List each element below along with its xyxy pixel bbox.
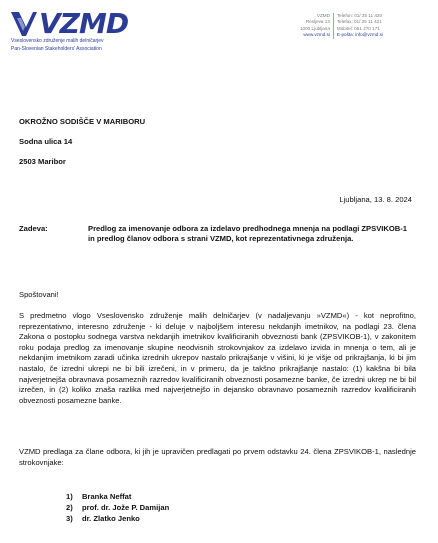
contact-org: VZMD <box>316 13 330 18</box>
recipient-name: OKROŽNO SODIŠČE V MARIBORU <box>19 117 146 126</box>
contact-phone: Telefon: 01/ 25 11 420 <box>336 13 383 18</box>
subject-text: Predlog za imenovanje odbora za izdelavo predhodnega mnenja na podlagi ZPSVIKOB-1 in predlog članov odbora s strani VZMD, kot reprezentativnega združenja. <box>88 224 407 244</box>
experts-list <box>66 492 169 524</box>
list-item-name: prof. dr. Jože P. Damijan <box>82 502 170 512</box>
list-item-name: dr. Zlatko Jenko <box>82 513 140 523</box>
contact-website-link[interactable]: www.vzmd.si <box>303 32 330 38</box>
list-item-number: 1) <box>66 492 73 501</box>
body-paragraph-2: VZMD predlaga za člane odbora, ki jih je upravičen predlagati po prvem odstavku 24. člena ZPSVIKOB-1, naslednje strokovnjake: <box>19 447 416 467</box>
contact-mobile: Mobitel: 051 270 171 <box>336 25 380 31</box>
logo-subtitle-en: Pan-Slovenian Stakeholders' Association <box>11 46 102 52</box>
recipient-street: Sodna ulica 14 <box>19 137 73 146</box>
header-contact <box>300 13 383 39</box>
list-item-number: 3) <box>66 513 73 523</box>
vzmd-logo <box>11 7 166 52</box>
subject-label: Zadeva: <box>19 224 48 233</box>
logo-chevron-icon <box>11 12 37 36</box>
contact-fax: Telefax: 01/ 25 11 421 <box>336 19 382 25</box>
list-item-name: Branka Neffat <box>82 492 132 501</box>
greeting: Spoštovani! <box>19 290 59 299</box>
list-item <box>66 503 169 514</box>
body-paragraph-1: S predmetno vlogo Vseslovensko združenje malih delničarjev (v nadaljevanju »VZMD«) - kot neprofitno, reprezentativno, interesno združenje - ki deluje v najboljšem interesu nekdanjih imetnikov, na podlagi 23. člena Zakona o postopku sodnega varstva nekdanjih imetnikov kvalificiranih obveznosti bank (ZPSVIKOB-1), v zakonitem roku podaja predlog za imenovanje skupine neodvisnih strokovnjakov za izdelavo izvida in mnenja o tem, ali je nekdanjim imetnikom zaradi učinka izrednih ukrepov nastalo prikrajšanje v višini, ki je višje od prikrajšanja, ki bi jim nastalo, če izredni ukrepi ne bi bili izrečeni, in v primeru, da je takšno prikrajšanje nastalo: (1) kakšna bi bila najverjetnejša obravnava posameznih razredov kvalificiranih obveznosti posamezne banke, če izredni ukrep ne bi bil izrečen, in (2) koliko znaša razlika med najverjetnejšo in dejansko obravnavo posameznih razredov kvalificiranih obveznosti posamezne banke. <box>19 311 416 405</box>
contact-city: 1000 Ljubljana <box>300 25 330 31</box>
list-item-number: 2) <box>66 502 73 512</box>
list-item <box>66 514 169 525</box>
contact-email-link[interactable]: E-pošta: info@vzmd.si <box>336 32 383 38</box>
contact-street: Resljeva 13 <box>305 19 330 25</box>
list-item <box>66 492 169 503</box>
logo-text: VZMD <box>39 7 129 40</box>
letter-date: Ljubljana, 13. 8. 2024 <box>339 195 412 204</box>
contact-phones <box>334 13 383 39</box>
logo-subtitle-si: Vseslovensko združenje malih delničarjev <box>11 38 104 44</box>
recipient-city: 2503 Maribor <box>19 157 66 166</box>
contact-address <box>300 13 334 39</box>
